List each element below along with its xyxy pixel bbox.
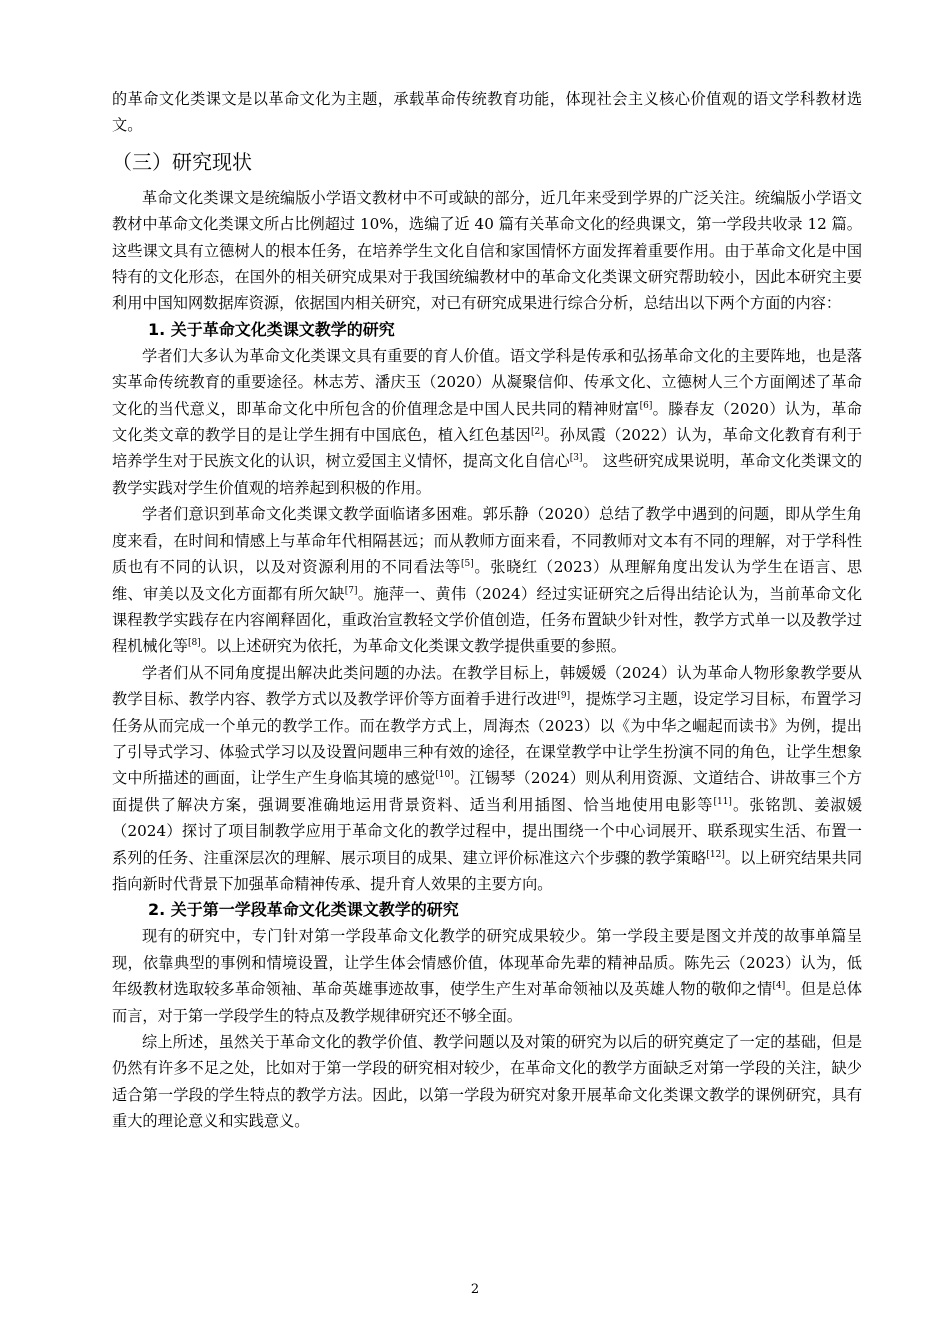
text-run: 。施萍一、黄伟（2024）经过实证研究之后得出结论认为，当前革命文化课程教学实践存在内容阐释固化，重政治宣教轻文学价值创造，任务布置缺少针对性，教学方式单一以及教学过程机械化等	[112, 584, 863, 656]
paragraph-difficulties	[112, 501, 862, 659]
citation-ref: [6]	[639, 400, 653, 411]
citation-ref: [3]	[569, 453, 583, 464]
text-run: 。以上述研究为依托，为革命文化类课文教学提供重要的参照。	[200, 637, 626, 656]
page-body	[112, 86, 862, 1135]
section-title: （三）研究现状	[112, 149, 252, 174]
paragraph-value	[112, 343, 862, 501]
text-run: 。江锡琴（2024）则从利用资源、文道结合、讲故事三个方面提供了解决方案，强调要准确地运用背景资料、适当利用插图、恰当地使用电影等	[112, 769, 863, 814]
paragraph-first-stage	[112, 923, 862, 1029]
paragraph-summary: 综上所述，虽然关于革命文化的教学价值、教学问题以及对策的研究为以后的研究奠定了一定的基础，但是仍然有许多不足之处，比如对于第一学段的研究相对较少，在革命文化的教学方面缺乏对第一学段的关注，缺少适合第一学段的学生特点的教学方法。因此，以第一学段为研究对象开展革命文化类课文教学的课例研究，具有重大的理论意义和实践意义。	[112, 1033, 862, 1131]
text-run: 。张铭凯、姜淑媛（2024）探讨了项目制教学应用于革命文化的教学过程中，提出围绕一个中心词展开、联系现实生活、布置一系列的任务、注重深层次的理解、展示项目的成果、建立评价标准这六个步骤的教学策略	[112, 795, 863, 867]
text-run: 现有的研究中，专门针对第一学段革命文化教学的研究成果较少。第一学段主要是图文并茂的故事单篇呈现，依靠典型的事例和情境设置，让学生体会情感价值，体现革命先辈的精神品质。陈先云（2023）认为，低年级教材选取较多革命领袖、革命英雄事迹故事，使学生产生对革命领袖以及英雄人物的敬仰之情	[112, 927, 862, 999]
subsection-title-1: 1. 关于革命文化类课文教学的研究	[148, 319, 395, 339]
text-run: ，提炼学习主题，设定学习目标，布置学习任务从而完成一个单元的教学工作。而在教学方式上，周海杰（2023）以《为中华之崛起而读书》为例，提出了引导式学习、体验式学习以及设置问题串三种有效的途径，在课堂教学中让学生扮演不同的角色，让学生想象文中所描述的画面，让学生产生身临其境的感觉	[112, 690, 862, 788]
text-run: 。 这些研究成果说明，革命文化类课文的教学实践对学生价值观的培养起到积极的作用。	[112, 452, 863, 497]
text-run: 。以上研究结果共同指向新时代背景下加强革命精神传承、提升育人效果的主要方向。	[112, 848, 863, 893]
text-run: 学者们从不同角度提出解决此类问题的办法。在教学目标上，韩媛媛（2024）认为革命人物形象教学要从教学目标、教学内容、教学方式以及教学评价等方面着手进行改进	[112, 663, 862, 709]
citation-ref: [12]	[706, 849, 725, 860]
text-run: 。张晓红（2023）从理解角度出发认为学生在语言、思维、审美以及文化方面都有所欠缺	[112, 558, 863, 603]
citation-ref: [2]	[530, 427, 544, 437]
citation-ref: [5]	[460, 559, 474, 570]
subsection-title-2: 2. 关于第一学段革命文化类课文教学的研究	[148, 900, 459, 920]
citation-ref: [10]	[435, 770, 454, 781]
citation-ref: [4]	[772, 981, 786, 992]
text-run: 。滕春友（2020）认为，革命文化类文章的教学目的是让学生拥有中国底色，植入红色基因	[112, 399, 862, 445]
citation-ref: [7]	[344, 585, 358, 596]
text-run: 学者们大多认为革命文化类课文具有重要的育人价值。语文学科是传承和弘扬革命文化的主要阵地，也是落实革命传统教育的重要途径。林志芳、潘庆玉（2020）从凝聚信仰、传承文化、立德树人三个方面阐述了革命文化的当代意义，即革命文化中所包含的价值理念是中国人民共同的精神财富	[112, 346, 862, 418]
paragraph-solutions	[112, 660, 862, 898]
intro-paragraph: 的革命文化类课文是以革命文化为主题，承载革命传统教育功能，体现社会主义核心价值观的语文学科教材选文。	[112, 90, 862, 135]
citation-ref: [9]	[557, 691, 571, 702]
page-number: 2	[470, 1282, 480, 1297]
paragraph-overview: 革命文化类课文是统编版小学语文教材中不可或缺的部分，近几年来受到学界的广泛关注。统编版小学语文教材中革命文化类课文所占比例超过 10%，选编了近 40 篇有关革命文化的经典课文，第一学段共收录 12 篇。这些课文具有立德树人的根本任务，在培养学生文化自信和家国情怀方面发挥着重要作用。由于革命文化是中国特有的文化形态，在国外的相关研究成果对于我国统编教材中的革命文化类课文研究帮助较小，因此本研究主要利用中国知网数据库资源，依据国内相关研究，对已有研究成果进行综合分析，总结出以下两个方面的内容：	[112, 188, 862, 313]
citation-ref: [8]	[187, 638, 201, 649]
citation-ref: [11]	[713, 796, 732, 807]
text-run: 。但是总体而言，对于第一学段学生的特点及教学规律研究还不够全面。	[112, 980, 862, 1025]
text-run: 学者们意识到革命文化类课文教学面临诸多困难。郭乐静（2020）总结了教学中遇到的问题，即从学生角度来看，在时间和情感上与革命年代相隔甚远；而从教师方面来看，不同教师对文本有不同的理解，对于学科性质也有不同的认识，以及对资源利用的不同看法等	[112, 505, 862, 577]
text-run: 。孙凤霞（2022）认为，革命文化教育有利于培养学生对于民族文化的认识，树立爱国主义情怀，提高文化自信心	[112, 426, 863, 471]
